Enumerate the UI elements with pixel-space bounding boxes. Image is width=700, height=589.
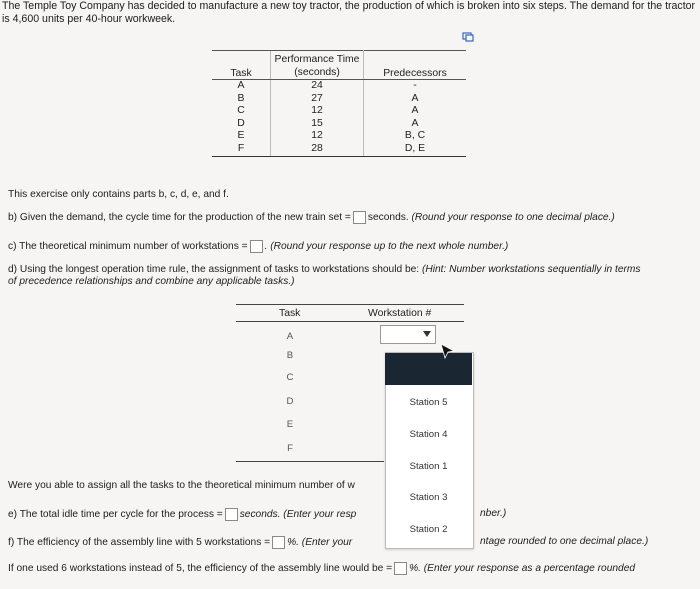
predecessors-header: Predecessors — [364, 51, 467, 80]
menu-item-station-1[interactable]: Station 1 — [409, 461, 448, 472]
task-label: F — [287, 443, 293, 454]
task-header: Task — [212, 51, 271, 80]
question-b: b) Given the demand, the cycle time for the production of the new train set = seconds. (Round your response to one decimal place.) — [8, 212, 615, 224]
menu-item-station-2[interactable]: Station 2 — [409, 524, 448, 535]
idle-time-input[interactable] — [225, 508, 238, 521]
mouse-cursor-icon — [440, 343, 458, 359]
question-f-tail: ntage rounded to one decimal place.) — [480, 536, 649, 547]
question-c: c) The theoretical minimum number of workstations = . (Round your response up to the next whole number.) — [8, 241, 509, 253]
question-were: Were you able to assign all the tasks to the theoretical minimum number of w — [8, 480, 355, 491]
task-column-header: Task — [279, 308, 301, 319]
efficiency-6-input[interactable] — [394, 562, 407, 575]
question-e-tail: nber.) — [480, 508, 507, 519]
min-workstations-input[interactable] — [250, 240, 263, 253]
question-e: e) The total idle time per cycle for the process = seconds. (Enter your resp — [8, 509, 357, 521]
table-row: B 27 A — [237, 92, 419, 104]
task-table — [212, 50, 466, 157]
copy-icon[interactable] — [462, 32, 474, 42]
intro-text: The Temple Toy Company has decided to manufacture a new toy tractor, the production of which is broken into six steps. The demand for the tractor is 4,600 units per 40-hour workweek. — [2, 0, 696, 25]
task-label: B — [286, 350, 294, 361]
menu-item-highlighted[interactable] — [385, 353, 472, 385]
question-d: d) Using the longest operation time rule, the assignment of tasks to workstations should be: (Hint: Number workstations sequentially in terms of precedence relationships and combine any applicable tasks.) — [8, 264, 641, 287]
table-row: A 24 - — [237, 80, 417, 91]
workstation-select-a[interactable] — [380, 325, 436, 344]
menu-item-station-4[interactable]: Station 4 — [409, 429, 448, 440]
task-label: D — [286, 396, 294, 407]
cycle-time-input[interactable] — [353, 211, 366, 224]
table-row: F 28 D, E — [212, 143, 466, 156]
chevron-down-icon — [423, 331, 431, 337]
question-f: f) The efficiency of the assembly line with 5 workstations = %. (Enter your — [8, 537, 353, 549]
task-label: C — [286, 372, 294, 383]
question-g: If one used 6 workstations instead of 5, the efficiency of the assembly line would be = %. (Enter your response as a percentage rounded — [8, 563, 636, 575]
menu-item-station-5[interactable]: Station 5 — [409, 397, 448, 408]
menu-item-station-3[interactable]: Station 3 — [409, 492, 448, 503]
task-label: E — [286, 419, 294, 430]
perf-time-header: Performance Time (seconds) — [271, 51, 364, 80]
exercise-note: This exercise only contains parts b, c, d, e, and f. — [8, 189, 229, 200]
table-row: E 12 B, C — [237, 130, 426, 142]
task-label: A — [286, 331, 294, 342]
table-row: C 12 A — [237, 105, 419, 117]
workstation-column-header: Workstation # — [368, 308, 432, 319]
table-row: D 15 A — [237, 117, 419, 129]
efficiency-input[interactable] — [272, 536, 285, 549]
